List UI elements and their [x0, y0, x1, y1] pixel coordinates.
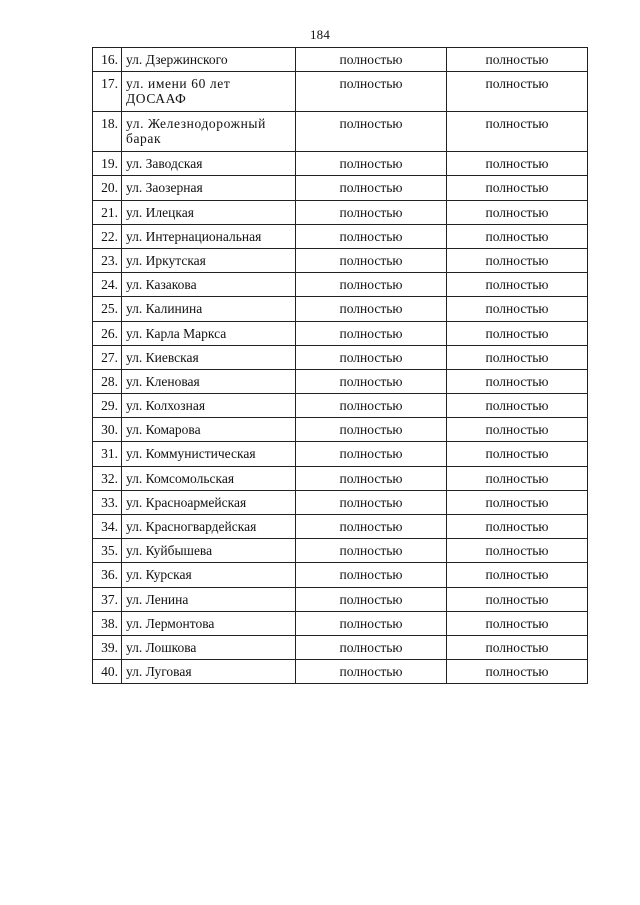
row-number: 40. [93, 660, 122, 684]
row-number: 32. [93, 466, 122, 490]
status-cell-1: полностью [296, 418, 447, 442]
row-number: 20. [93, 176, 122, 200]
status-cell-2: полностью [447, 176, 588, 200]
table-row [93, 297, 588, 321]
street-name: ул. Комарова [122, 418, 296, 442]
table-row [93, 635, 588, 659]
status-cell-1: полностью [296, 660, 447, 684]
status-cell-2: полностью [447, 248, 588, 272]
street-name: ул. Лошкова [122, 635, 296, 659]
status-cell-2: полностью [447, 394, 588, 418]
street-name: ул. Железнодорожный барак [122, 112, 296, 152]
street-name: ул. Красноармейская [122, 490, 296, 514]
status-cell-1: полностью [296, 48, 447, 72]
row-number: 30. [93, 418, 122, 442]
status-cell-2: полностью [447, 48, 588, 72]
row-number: 16. [93, 48, 122, 72]
status-cell-2: полностью [447, 611, 588, 635]
street-name: ул. Луговая [122, 660, 296, 684]
row-number: 18. [93, 112, 122, 152]
status-cell-1: полностью [296, 394, 447, 418]
row-number: 38. [93, 611, 122, 635]
status-cell-1: полностью [296, 72, 447, 112]
table-row [93, 466, 588, 490]
status-cell-1: полностью [296, 442, 447, 466]
street-name: ул. Интернациональная [122, 224, 296, 248]
status-cell-1: полностью [296, 112, 447, 152]
status-cell-2: полностью [447, 297, 588, 321]
status-cell-1: полностью [296, 297, 447, 321]
table-row [93, 418, 588, 442]
status-cell-1: полностью [296, 248, 447, 272]
page-number: 184 [309, 27, 331, 42]
status-cell-2: полностью [447, 369, 588, 393]
row-number: 33. [93, 490, 122, 514]
street-name: ул. Дзержинского [122, 48, 296, 72]
status-cell-2: полностью [447, 200, 588, 224]
status-cell-1: полностью [296, 200, 447, 224]
status-cell-2: полностью [447, 321, 588, 345]
table-row [93, 176, 588, 200]
status-cell-1: полностью [296, 563, 447, 587]
table-row [93, 563, 588, 587]
row-number: 37. [93, 587, 122, 611]
row-number: 35. [93, 539, 122, 563]
status-cell-1: полностью [296, 224, 447, 248]
row-number: 21. [93, 200, 122, 224]
status-cell-1: полностью [296, 611, 447, 635]
table-row [93, 369, 588, 393]
status-cell-1: полностью [296, 321, 447, 345]
status-cell-1: полностью [296, 490, 447, 514]
table-row [93, 48, 588, 72]
row-number: 19. [93, 152, 122, 176]
status-cell-2: полностью [447, 490, 588, 514]
row-number: 36. [93, 563, 122, 587]
status-cell-2: полностью [447, 112, 588, 152]
row-number: 39. [93, 635, 122, 659]
street-name: ул. имени 60 лет ДОСААФ [122, 72, 296, 112]
street-name: ул. Красногвардейская [122, 515, 296, 539]
status-cell-2: полностью [447, 515, 588, 539]
status-cell-1: полностью [296, 635, 447, 659]
status-cell-2: полностью [447, 466, 588, 490]
row-number: 31. [93, 442, 122, 466]
street-name: ул. Куйбышева [122, 539, 296, 563]
status-cell-2: полностью [447, 72, 588, 112]
status-cell-2: полностью [447, 563, 588, 587]
status-cell-2: полностью [447, 635, 588, 659]
row-number: 17. [93, 72, 122, 112]
status-cell-2: полностью [447, 224, 588, 248]
street-name: ул. Кленовая [122, 369, 296, 393]
table-row [93, 72, 588, 112]
table-row [93, 112, 588, 152]
row-number: 27. [93, 345, 122, 369]
street-name: ул. Коммунистическая [122, 442, 296, 466]
table-row [93, 611, 588, 635]
row-number: 25. [93, 297, 122, 321]
status-cell-1: полностью [296, 273, 447, 297]
street-name: ул. Иркутская [122, 248, 296, 272]
status-cell-1: полностью [296, 152, 447, 176]
row-number: 26. [93, 321, 122, 345]
table-row [93, 442, 588, 466]
status-cell-2: полностью [447, 345, 588, 369]
street-name: ул. Ленина [122, 587, 296, 611]
status-cell-1: полностью [296, 587, 447, 611]
street-name: ул. Заозерная [122, 176, 296, 200]
street-name: ул. Колхозная [122, 394, 296, 418]
status-cell-1: полностью [296, 369, 447, 393]
street-name: ул. Карла Маркса [122, 321, 296, 345]
status-cell-2: полностью [447, 539, 588, 563]
table-row [93, 345, 588, 369]
status-cell-1: полностью [296, 515, 447, 539]
streets-table [92, 47, 588, 684]
table-row [93, 248, 588, 272]
street-name: ул. Лермонтова [122, 611, 296, 635]
street-name: ул. Казакова [122, 273, 296, 297]
status-cell-2: полностью [447, 587, 588, 611]
row-number: 34. [93, 515, 122, 539]
table-row [93, 587, 588, 611]
table-row [93, 490, 588, 514]
row-number: 29. [93, 394, 122, 418]
street-name: ул. Заводская [122, 152, 296, 176]
row-number: 22. [93, 224, 122, 248]
status-cell-2: полностью [447, 660, 588, 684]
street-name: ул. Курская [122, 563, 296, 587]
street-name: ул. Киевская [122, 345, 296, 369]
status-cell-1: полностью [296, 176, 447, 200]
row-number: 23. [93, 248, 122, 272]
table-row [93, 224, 588, 248]
table-row [93, 152, 588, 176]
row-number: 28. [93, 369, 122, 393]
table-row [93, 200, 588, 224]
status-cell-2: полностью [447, 442, 588, 466]
status-cell-2: полностью [447, 273, 588, 297]
streets-table-body [93, 48, 588, 684]
table-row [93, 394, 588, 418]
status-cell-2: полностью [447, 418, 588, 442]
status-cell-1: полностью [296, 466, 447, 490]
row-number: 24. [93, 273, 122, 297]
table-row [93, 273, 588, 297]
street-name: ул. Калинина [122, 297, 296, 321]
street-name: ул. Комсомольская [122, 466, 296, 490]
table-row [93, 515, 588, 539]
table-row [93, 321, 588, 345]
street-name: ул. Илецкая [122, 200, 296, 224]
status-cell-1: полностью [296, 345, 447, 369]
table-row [93, 660, 588, 684]
table-row [93, 539, 588, 563]
status-cell-2: полностью [447, 152, 588, 176]
status-cell-1: полностью [296, 539, 447, 563]
